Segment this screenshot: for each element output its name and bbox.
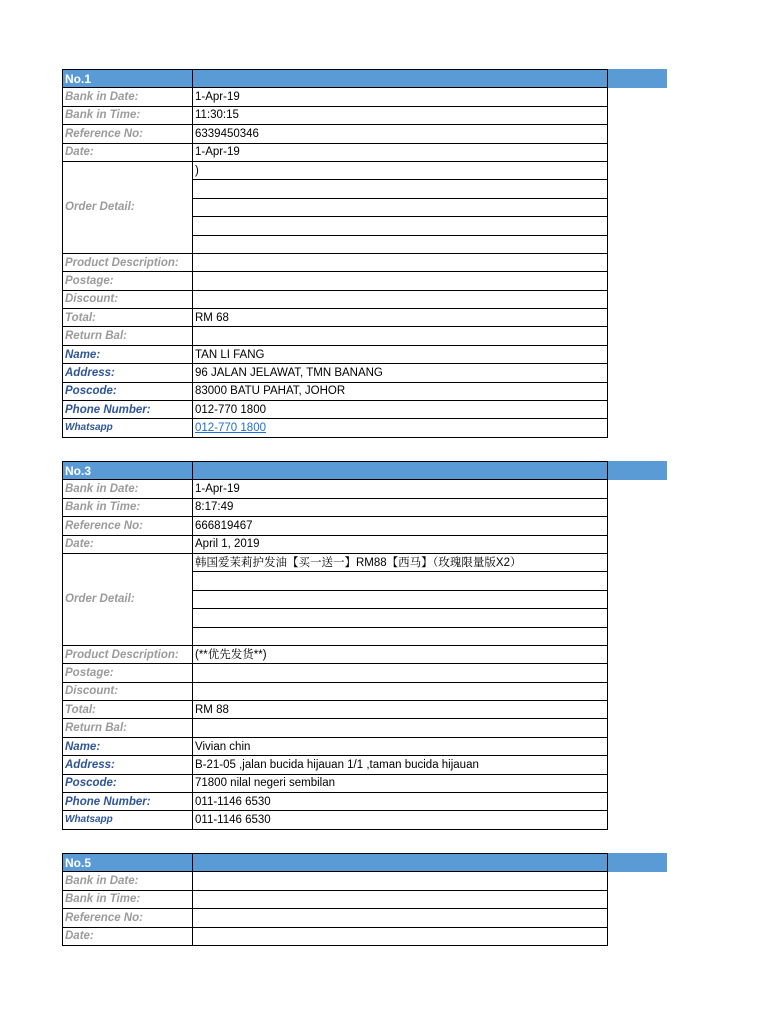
table-row bbox=[63, 737, 608, 755]
order-line[interactable] bbox=[193, 198, 608, 216]
phone-value[interactable]: 011-1146 6530 bbox=[193, 793, 608, 811]
order-line[interactable] bbox=[193, 590, 608, 608]
phone-label: Phone Number: bbox=[63, 793, 193, 811]
table-row bbox=[63, 106, 608, 124]
discount-label: Discount: bbox=[63, 290, 193, 308]
postage-value[interactable] bbox=[193, 664, 608, 682]
table-row bbox=[63, 756, 608, 774]
record-header-blank bbox=[193, 462, 608, 480]
bank-in-time-label: Bank in Time: bbox=[63, 106, 193, 124]
address-value[interactable]: 96 JALAN JELAWAT, TMN BANANG bbox=[193, 364, 608, 382]
reference-value[interactable]: 666819467 bbox=[193, 517, 608, 535]
date-label: Date: bbox=[63, 927, 193, 945]
date-label: Date: bbox=[63, 143, 193, 161]
bank-in-date-label: Bank in Date: bbox=[63, 480, 193, 498]
total-label: Total: bbox=[63, 309, 193, 327]
name-label: Name: bbox=[63, 737, 193, 755]
phone-value[interactable]: 012-770 1800 bbox=[193, 401, 608, 419]
record-card bbox=[62, 461, 608, 830]
date-value[interactable] bbox=[193, 927, 608, 945]
table-row bbox=[63, 909, 608, 927]
bank-in-time-value[interactable] bbox=[193, 890, 608, 908]
bank-in-time-label: Bank in Time: bbox=[63, 498, 193, 516]
order-line[interactable] bbox=[193, 609, 608, 627]
table-row bbox=[63, 927, 608, 945]
order-line[interactable] bbox=[193, 217, 608, 235]
address-label: Address: bbox=[63, 756, 193, 774]
postage-label: Postage: bbox=[63, 664, 193, 682]
record-table bbox=[62, 461, 608, 830]
record-table bbox=[62, 69, 608, 438]
table-row bbox=[63, 645, 608, 663]
table-row bbox=[63, 125, 608, 143]
table-row bbox=[63, 143, 608, 161]
phone-label: Phone Number: bbox=[63, 401, 193, 419]
product-description-label: Product Description: bbox=[63, 253, 193, 271]
poscode-value[interactable]: 83000 BATU PAHAT, JOHOR bbox=[193, 382, 608, 400]
table-row bbox=[63, 890, 608, 908]
table-row bbox=[63, 419, 608, 437]
order-detail-label: Order Detail: bbox=[63, 553, 193, 645]
table-row bbox=[63, 161, 608, 179]
postage-label: Postage: bbox=[63, 272, 193, 290]
record-header-blank bbox=[193, 70, 608, 88]
record-header-row bbox=[63, 854, 608, 872]
table-row bbox=[63, 872, 608, 890]
sheet-header-extension bbox=[607, 69, 667, 88]
table-row bbox=[63, 401, 608, 419]
total-value[interactable]: RM 68 bbox=[193, 309, 608, 327]
record-number: No.1 bbox=[63, 70, 193, 88]
discount-label: Discount: bbox=[63, 682, 193, 700]
table-row bbox=[63, 290, 608, 308]
record-header-row bbox=[63, 462, 608, 480]
table-row bbox=[63, 553, 608, 571]
product-description-value[interactable] bbox=[193, 253, 608, 271]
table-row bbox=[63, 793, 608, 811]
whatsapp-value[interactable]: 011-1146 6530 bbox=[193, 811, 608, 829]
table-row bbox=[63, 272, 608, 290]
table-row bbox=[63, 253, 608, 271]
table-row bbox=[63, 682, 608, 700]
table-row bbox=[63, 719, 608, 737]
poscode-value[interactable]: 71800 nilal negeri sembilan bbox=[193, 774, 608, 792]
total-label: Total: bbox=[63, 701, 193, 719]
reference-value[interactable]: 6339450346 bbox=[193, 125, 608, 143]
date-value[interactable]: 1-Apr-19 bbox=[193, 143, 608, 161]
bank-in-date-value[interactable]: 1-Apr-19 bbox=[193, 480, 608, 498]
record-number: No.5 bbox=[63, 854, 193, 872]
order-line[interactable]: ) bbox=[193, 161, 608, 179]
table-row bbox=[63, 364, 608, 382]
record-card bbox=[62, 853, 608, 946]
name-value[interactable]: TAN LI FANG bbox=[193, 345, 608, 363]
product-description-value[interactable]: (**优先发货**) bbox=[193, 645, 608, 663]
whatsapp-label: Whatsapp bbox=[63, 811, 193, 829]
record-number: No.3 bbox=[63, 462, 193, 480]
order-line[interactable] bbox=[193, 572, 608, 590]
table-row bbox=[63, 88, 608, 106]
date-label: Date: bbox=[63, 535, 193, 553]
bank-in-date-label: Bank in Date: bbox=[63, 872, 193, 890]
table-row bbox=[63, 664, 608, 682]
date-value[interactable]: April 1, 2019 bbox=[193, 535, 608, 553]
bank-in-time-value[interactable]: 11:30:15 bbox=[193, 106, 608, 124]
bank-in-time-label: Bank in Time: bbox=[63, 890, 193, 908]
product-description-label: Product Description: bbox=[63, 645, 193, 663]
bank-in-time-value[interactable]: 8:17:49 bbox=[193, 498, 608, 516]
address-value[interactable]: B-21-05 ,jalan bucida hijauan 1/1 ,taman bucida hijauan bbox=[193, 756, 608, 774]
poscode-label: Poscode: bbox=[63, 774, 193, 792]
table-row bbox=[63, 811, 608, 829]
table-row bbox=[63, 345, 608, 363]
sheet-header-extension bbox=[607, 461, 667, 480]
bank-in-date-label: Bank in Date: bbox=[63, 88, 193, 106]
total-value[interactable]: RM 88 bbox=[193, 701, 608, 719]
poscode-label: Poscode: bbox=[63, 382, 193, 400]
table-row bbox=[63, 480, 608, 498]
record-header-blank bbox=[193, 854, 608, 872]
reference-label: Reference No: bbox=[63, 125, 193, 143]
name-label: Name: bbox=[63, 345, 193, 363]
table-row bbox=[63, 327, 608, 345]
record-header-row bbox=[63, 70, 608, 88]
table-row bbox=[63, 498, 608, 516]
order-line[interactable]: 韩国爱茉莉护发油【买一送一】RM88【西马】（玫瑰限量版X2） bbox=[193, 553, 608, 571]
table-row bbox=[63, 382, 608, 400]
whatsapp-label: Whatsapp bbox=[63, 419, 193, 437]
discount-value[interactable] bbox=[193, 682, 608, 700]
address-label: Address: bbox=[63, 364, 193, 382]
table-row bbox=[63, 309, 608, 327]
sheet-header-extension bbox=[607, 853, 667, 872]
reference-label: Reference No: bbox=[63, 909, 193, 927]
bank-in-date-value[interactable]: 1-Apr-19 bbox=[193, 88, 608, 106]
order-line[interactable] bbox=[193, 180, 608, 198]
table-row bbox=[63, 517, 608, 535]
discount-value[interactable] bbox=[193, 290, 608, 308]
record-table bbox=[62, 853, 608, 946]
postage-value[interactable] bbox=[193, 272, 608, 290]
table-row bbox=[63, 535, 608, 553]
table-row bbox=[63, 774, 608, 792]
reference-label: Reference No: bbox=[63, 517, 193, 535]
reference-value[interactable] bbox=[193, 909, 608, 927]
order-line[interactable] bbox=[193, 235, 608, 253]
return-bal-value[interactable] bbox=[193, 327, 608, 345]
name-value[interactable]: Vivian chin bbox=[193, 737, 608, 755]
return-bal-label: Return Bal: bbox=[63, 719, 193, 737]
return-bal-value[interactable] bbox=[193, 719, 608, 737]
table-row bbox=[63, 701, 608, 719]
bank-in-date-value[interactable] bbox=[193, 872, 608, 890]
return-bal-label: Return Bal: bbox=[63, 327, 193, 345]
order-detail-label: Order Detail: bbox=[63, 161, 193, 253]
whatsapp-link[interactable]: 012-770 1800 bbox=[193, 419, 608, 437]
record-card bbox=[62, 69, 608, 438]
order-line[interactable] bbox=[193, 627, 608, 645]
